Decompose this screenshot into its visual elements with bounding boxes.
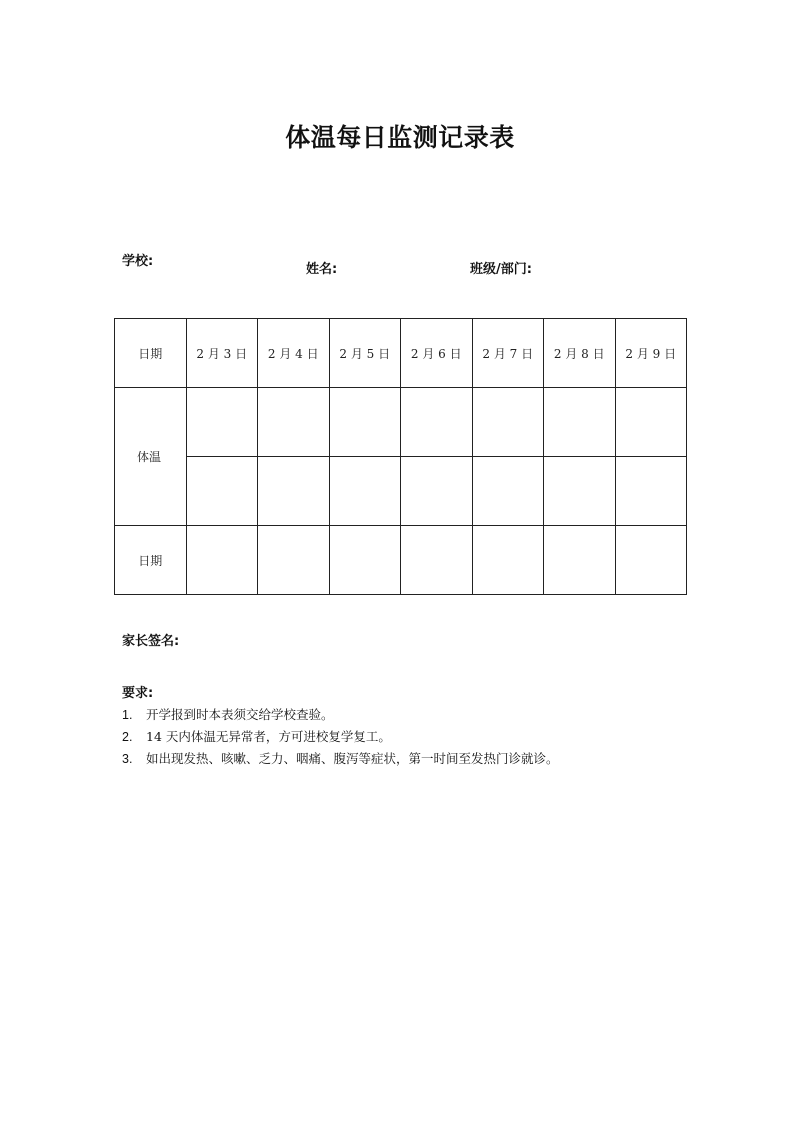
date-cell: 2 月 8 日 [544,319,616,388]
list-item-number: 2. [122,730,133,744]
list-item-number: 3. [122,752,133,766]
table-row-temp-1 [115,388,687,457]
date-cell: 2 月 6 日 [401,319,473,388]
temp-cell[interactable] [186,388,258,457]
date-cell: 2 月 3 日 [186,319,258,388]
name-field-label: 姓名: [306,262,338,277]
temp-cell[interactable] [544,457,616,526]
list-item [122,704,559,726]
list-item-text: 如出现发热、咳嗽、乏力、咽痛、腹泻等症状，第一时间至发热门诊就诊。 [146,751,559,766]
temp-cell[interactable] [258,388,330,457]
temp-row-label: 体温 [137,450,162,464]
school-field-label: 学校: [122,254,154,269]
temp-cell[interactable] [186,457,258,526]
temp-cell[interactable] [544,388,616,457]
temp-cell[interactable] [329,388,401,457]
table-row-temp-2 [115,457,687,526]
page-title: 体温每日监测记录表 [285,123,515,152]
list-item [122,726,559,748]
class-field-label: 班级/部门: [470,262,532,277]
blank-cell[interactable] [401,526,473,595]
temp-cell[interactable] [401,388,473,457]
date-row-label-bottom: 日期 [115,526,187,595]
blank-cell[interactable] [258,526,330,595]
temp-cell[interactable] [258,457,330,526]
date-row-label: 日期 [115,319,187,388]
list-item-text: 14 天内体温无异常者，方可进校复学复工。 [146,729,391,744]
date-cell: 2 月 4 日 [258,319,330,388]
table-row-dates [115,319,687,388]
date-cell: 2 月 5 日 [329,319,401,388]
blank-cell[interactable] [186,526,258,595]
temp-cell[interactable] [472,388,544,457]
requirements-list [122,704,559,770]
blank-cell[interactable] [615,526,687,595]
blank-cell[interactable] [472,526,544,595]
temp-cell[interactable] [615,388,687,457]
temperature-table [114,318,687,595]
table-row-dates-bottom [115,526,687,595]
list-item-text: 开学报到时本表须交给学校查验。 [146,707,334,722]
blank-cell[interactable] [329,526,401,595]
requirements-title: 要求: [122,686,154,701]
temp-row-label-cell [115,388,187,526]
date-cell: 2 月 7 日 [472,319,544,388]
list-item-number: 1. [122,708,133,722]
temp-cell[interactable] [329,457,401,526]
temp-cell[interactable] [472,457,544,526]
date-cell: 2 月 9 日 [615,319,687,388]
temp-cell[interactable] [401,457,473,526]
list-item [122,748,559,770]
parent-signature-label: 家长签名: [122,634,180,649]
blank-cell[interactable] [544,526,616,595]
temp-cell[interactable] [615,457,687,526]
